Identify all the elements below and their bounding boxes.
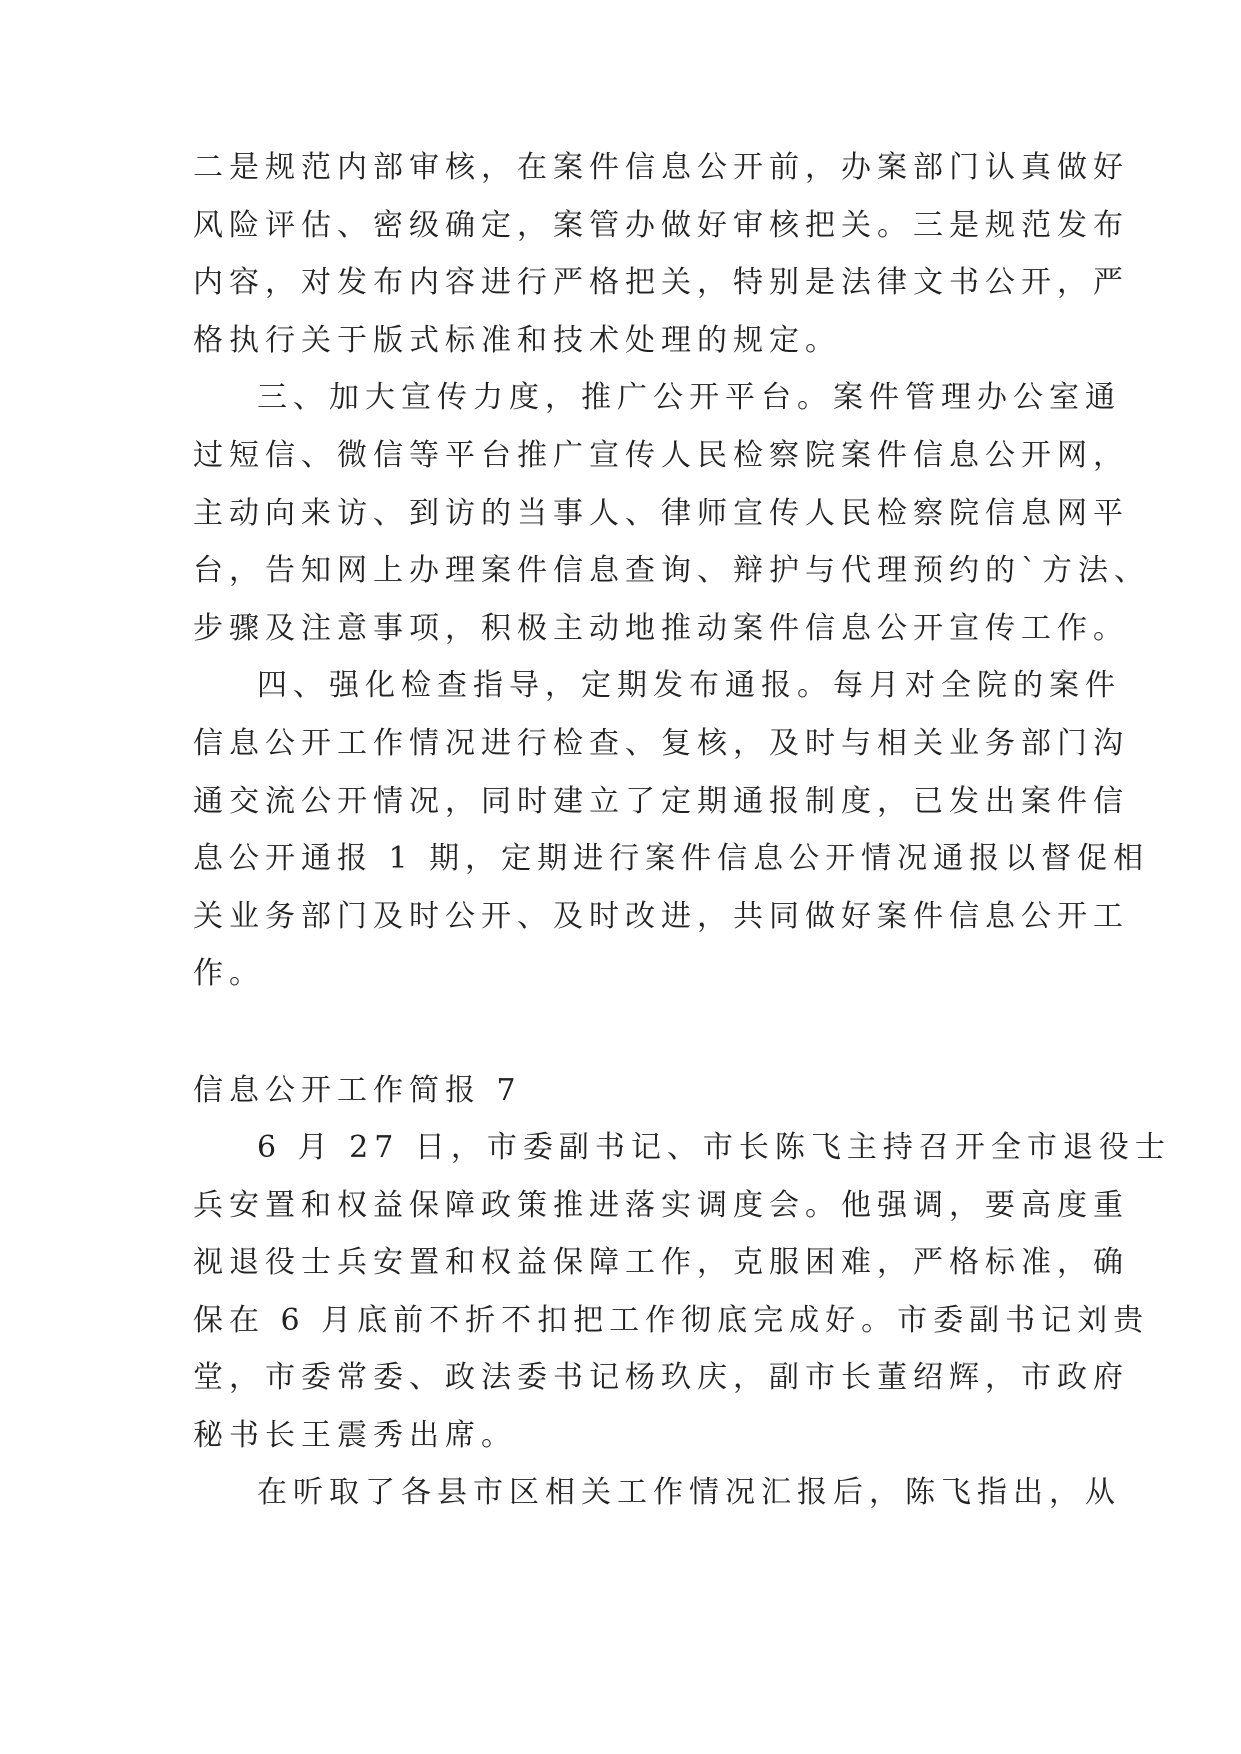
text-line-7: 主动向来访、到访的当事人、律师宣传人民检察院信息网平 — [193, 496, 1129, 531]
text-line-20: 保在 6 月底前不折不扣把工作彻底完成好。市委副书记刘贵 — [193, 1303, 1150, 1338]
text-line-6: 过短信、微信等平台推广宣传人民检察院案件信息公开网， — [193, 438, 1129, 473]
paragraph-news-start: 6 月 27 日，市委副书记、市长陈飞主持召开全市退役士 — [257, 1130, 1171, 1165]
text-line-21: 堂，市委常委、政法委书记杨玖庆，副市长董绍辉，市政府 — [193, 1360, 1129, 1395]
text-line-9: 步骤及注意事项，积极主动地推动案件信息公开宣传工作。 — [193, 611, 1129, 646]
text-line-19: 视退役士兵安置和权益保障工作，克服困难，严格标准，确 — [193, 1245, 1129, 1280]
text-line-12: 通交流公开情况，同时建立了定期通报制度，已发出案件信 — [193, 784, 1129, 819]
text-line-2: 风险评估、密级确定，案管办做好审核把关。三是规范发布 — [193, 208, 1129, 243]
text-line-18: 兵安置和权益保障政策推进落实调度会。他强调，要高度重 — [193, 1188, 1129, 1223]
paragraph-3-start: 三、加大宣传力度，推广公开平台。案件管理办公室通 — [257, 380, 1121, 415]
text-line-13: 息公开通报 1 期，定期进行案件信息公开情况通报以督促相 — [193, 841, 1150, 876]
text-line-3: 内容，对发布内容进行严格把关，特别是法律文书公开，严 — [193, 265, 1129, 300]
text-line-1: 二是规范内部审核，在案件信息公开前，办案部门认真做好 — [193, 150, 1129, 185]
text-line-14: 关业务部门及时公开、及时改进，共同做好案件信息公开工 — [193, 899, 1129, 934]
paragraph-4-start: 四、强化检查指导，定期发布通报。每月对全院的案件 — [257, 668, 1121, 703]
text-line-8: 台，告知网上办理案件信息查询、辩护与代理预约的`方法、 — [193, 553, 1150, 588]
text-line-22: 秘书长王震秀出席。 — [193, 1418, 517, 1453]
text-line-11: 信息公开工作情况进行检查、复核，及时与相关业务部门沟 — [193, 726, 1129, 761]
text-line-4: 格执行关于版式标准和技术处理的规定。 — [193, 323, 841, 358]
section-heading: 信息公开工作简报 7 — [193, 1073, 522, 1108]
text-line-15: 作。 — [193, 956, 265, 991]
paragraph-last-start: 在听取了各县市区相关工作情况汇报后，陈飞指出，从 — [257, 1475, 1121, 1510]
